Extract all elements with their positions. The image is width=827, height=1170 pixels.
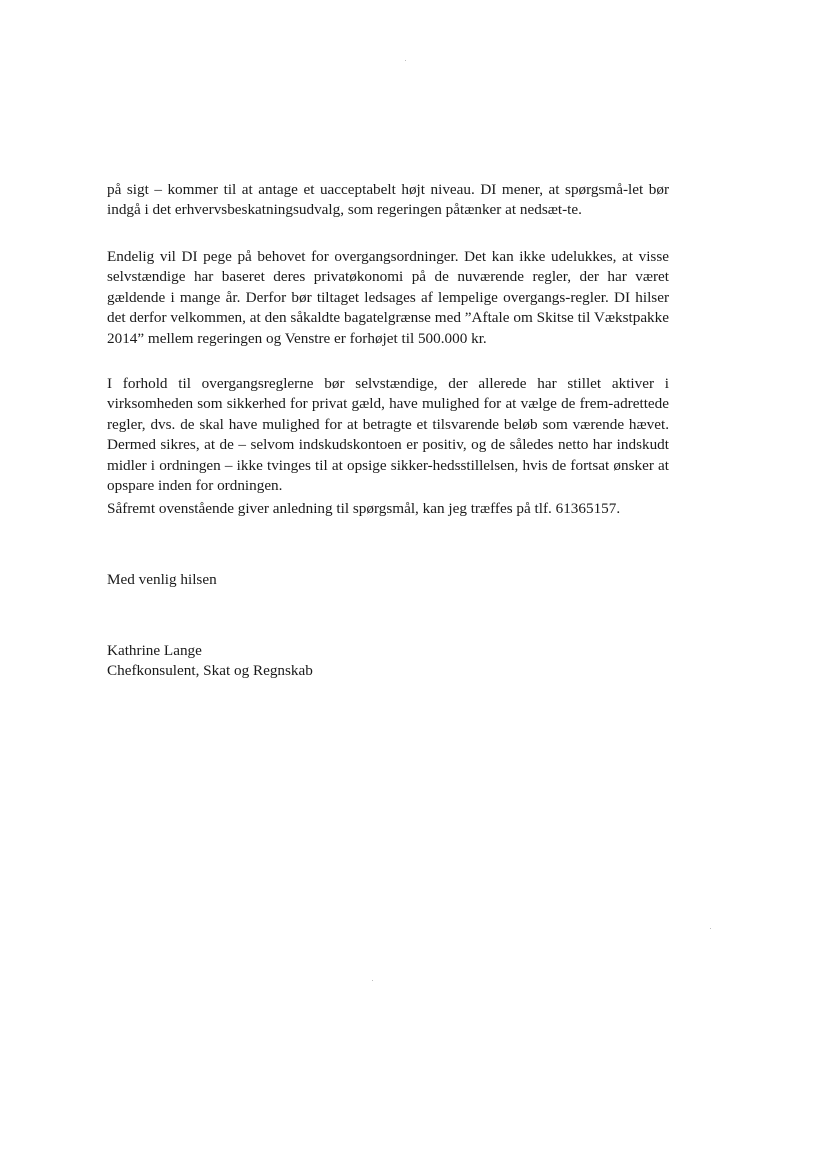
paragraph-contact: Såfremt ovenstående giver anledning til spørgsmål, kan jeg træffes på tlf. 61365157. bbox=[107, 500, 621, 517]
paragraph-security-rules: I forhold til overgangsreglerne bør selvstændige, der allerede har stillet aktiver i virksomheden som sikkerhed for privat gæld, have mulighed for at vælge de frem-adrettede regler, dvs. de skal have mulighed for at betragte et tilsvarende beløb som værende hævet. Dermed sikres, at de – selvom indskudskontoen er positiv, og de således netto har indskudt midler i ordningen – ikke tvinges til at opsige sikker-hedsstillelsen, hvis de fortsat ønsker at opspare inden for ordningen. bbox=[107, 375, 669, 495]
paragraph-continuation: på sigt – kommer til at antage et uacceptabelt højt niveau. DI mener, at spørgsmå-let bør indgå i det erhvervsbeskatningsudvalg, som regeringen påtænker at nedsæt-te. bbox=[107, 181, 669, 219]
signature-title: Chefkonsulent, Skat og Regnskab bbox=[107, 662, 313, 680]
closing-greeting: Med venlig hilsen bbox=[107, 571, 217, 588]
signature-name: Kathrine Lange bbox=[107, 642, 202, 659]
paragraph-transition-rules: Endelig vil DI pege på behovet for overgangsordninger. Det kan ikke udelukkes, at visse selvstændige har baseret deres privatøkonomi på de nuværende regler, der har været gældende i mange år. Derfor bør tiltaget ledsages af lempelige overgangs-regler. DI hilser det derfor velkommen, at den såkaldte bagatelgrænse med ”Aftale om Skitse til Vækstpakke 2014” mellem regeringen og Venstre er forhøjet til 500.000 kr. bbox=[107, 248, 669, 347]
scan-speck bbox=[372, 980, 373, 981]
scan-speck bbox=[710, 928, 711, 929]
scan-speck bbox=[405, 60, 406, 61]
signature-block bbox=[107, 641, 313, 682]
